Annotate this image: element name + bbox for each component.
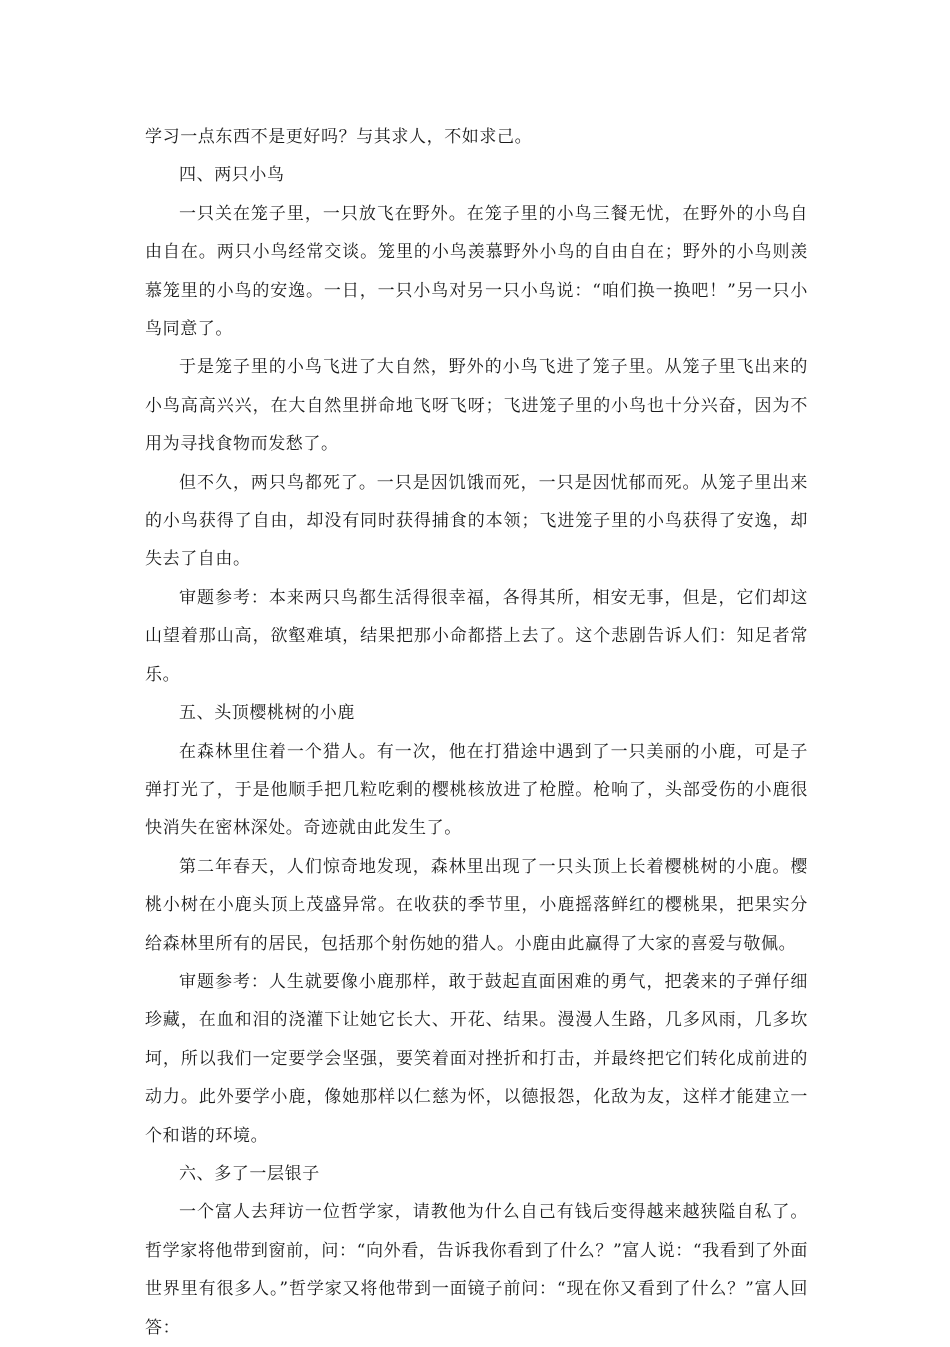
section-heading-two-birds: 四、两只小鸟 [179, 165, 285, 186]
document-page [145, 118, 808, 1347]
section-heading-silver-layer: 六、多了一层银子 [179, 1163, 320, 1184]
section-heading-cherry-deer: 五、头顶樱桃树的小鹿 [179, 703, 355, 724]
paragraph: 在森林里住着一个猎人。有一次，他在打猎途中遇到了一只美丽的小鹿，可是子弹打光了，于是他顺手把几粒吃剩的樱桃核放进了枪膛。枪响了，头部受伤的小鹿很快消失在密林深处。奇迹就由此发生了。 [145, 741, 808, 839]
paragraph-review-note: 审题参考：人生就要像小鹿那样，敢于鼓起直面困难的勇气，把袭来的子弹仔细珍藏，在血和泪的浇灌下让她它长大、开花、结果。漫漫人生路，几多风雨，几多坎坷，所以我们一定要学会坚强，要笑着面对挫折和打击，并最终把它们转化成前进的动力。此外要学小鹿，像她那样以仁慈为怀，以德报怨，化敌为友，这样才能建立一个和谐的环境。 [145, 971, 808, 1146]
paragraph: 一个富人去拜访一位哲学家，请教他为什么自己有钱后变得越来越狭隘自私了。哲学家将他带到窗前，问：“向外看，告诉我你看到了什么？”富人说：“我看到了外面世界里有很多人。”哲学家又将他带到一面镜子前问：“现在你又看到了什么？”富人回答： [145, 1202, 808, 1338]
paragraph: 但不久，两只鸟都死了。一只是因饥饿而死，一只是因忧郁而死。从笼子里出来的小鸟获得了自由，却没有同时获得捕食的本领；飞进笼子里的小鸟获得了安逸，却失去了自由。 [145, 472, 808, 570]
paragraph: 于是笼子里的小鸟飞进了大自然，野外的小鸟飞进了笼子里。从笼子里飞出来的小鸟高高兴兴，在大自然里拼命地飞呀飞呀；飞进笼子里的小鸟也十分兴奋，因为不用为寻找食物而发愁了。 [145, 357, 808, 455]
paragraph-continuation: 学习一点东西不是更好吗？与其求人，不如求己。 [145, 127, 533, 147]
paragraph-review-note: 审题参考：本来两只鸟都生活得很幸福，各得其所，相安无事，但是，它们却这山望着那山高，欲壑难填，结果把那小命都搭上去了。这个悲剧告诉人们：知足者常乐。 [145, 587, 808, 685]
paragraph: 第二年春天，人们惊奇地发现，森林里出现了一只头顶上长着樱桃树的小鹿。樱桃小树在小鹿头顶上茂盛异常。在收获的季节里，小鹿摇落鲜红的樱桃果，把果实分给森林里所有的居民，包括那个射伤她的猎人。小鹿由此赢得了大家的喜爱与敬佩。 [145, 856, 808, 954]
paragraph: 一只关在笼子里，一只放飞在野外。在笼子里的小鸟三餐无忧，在野外的小鸟自由自在。两只小鸟经常交谈。笼里的小鸟羡慕野外小鸟的自由自在；野外的小鸟则羡慕笼里的小鸟的安逸。一日，一只小鸟对另一只小鸟说：“咱们换一换吧！”另一只小鸟同意了。 [145, 203, 808, 340]
